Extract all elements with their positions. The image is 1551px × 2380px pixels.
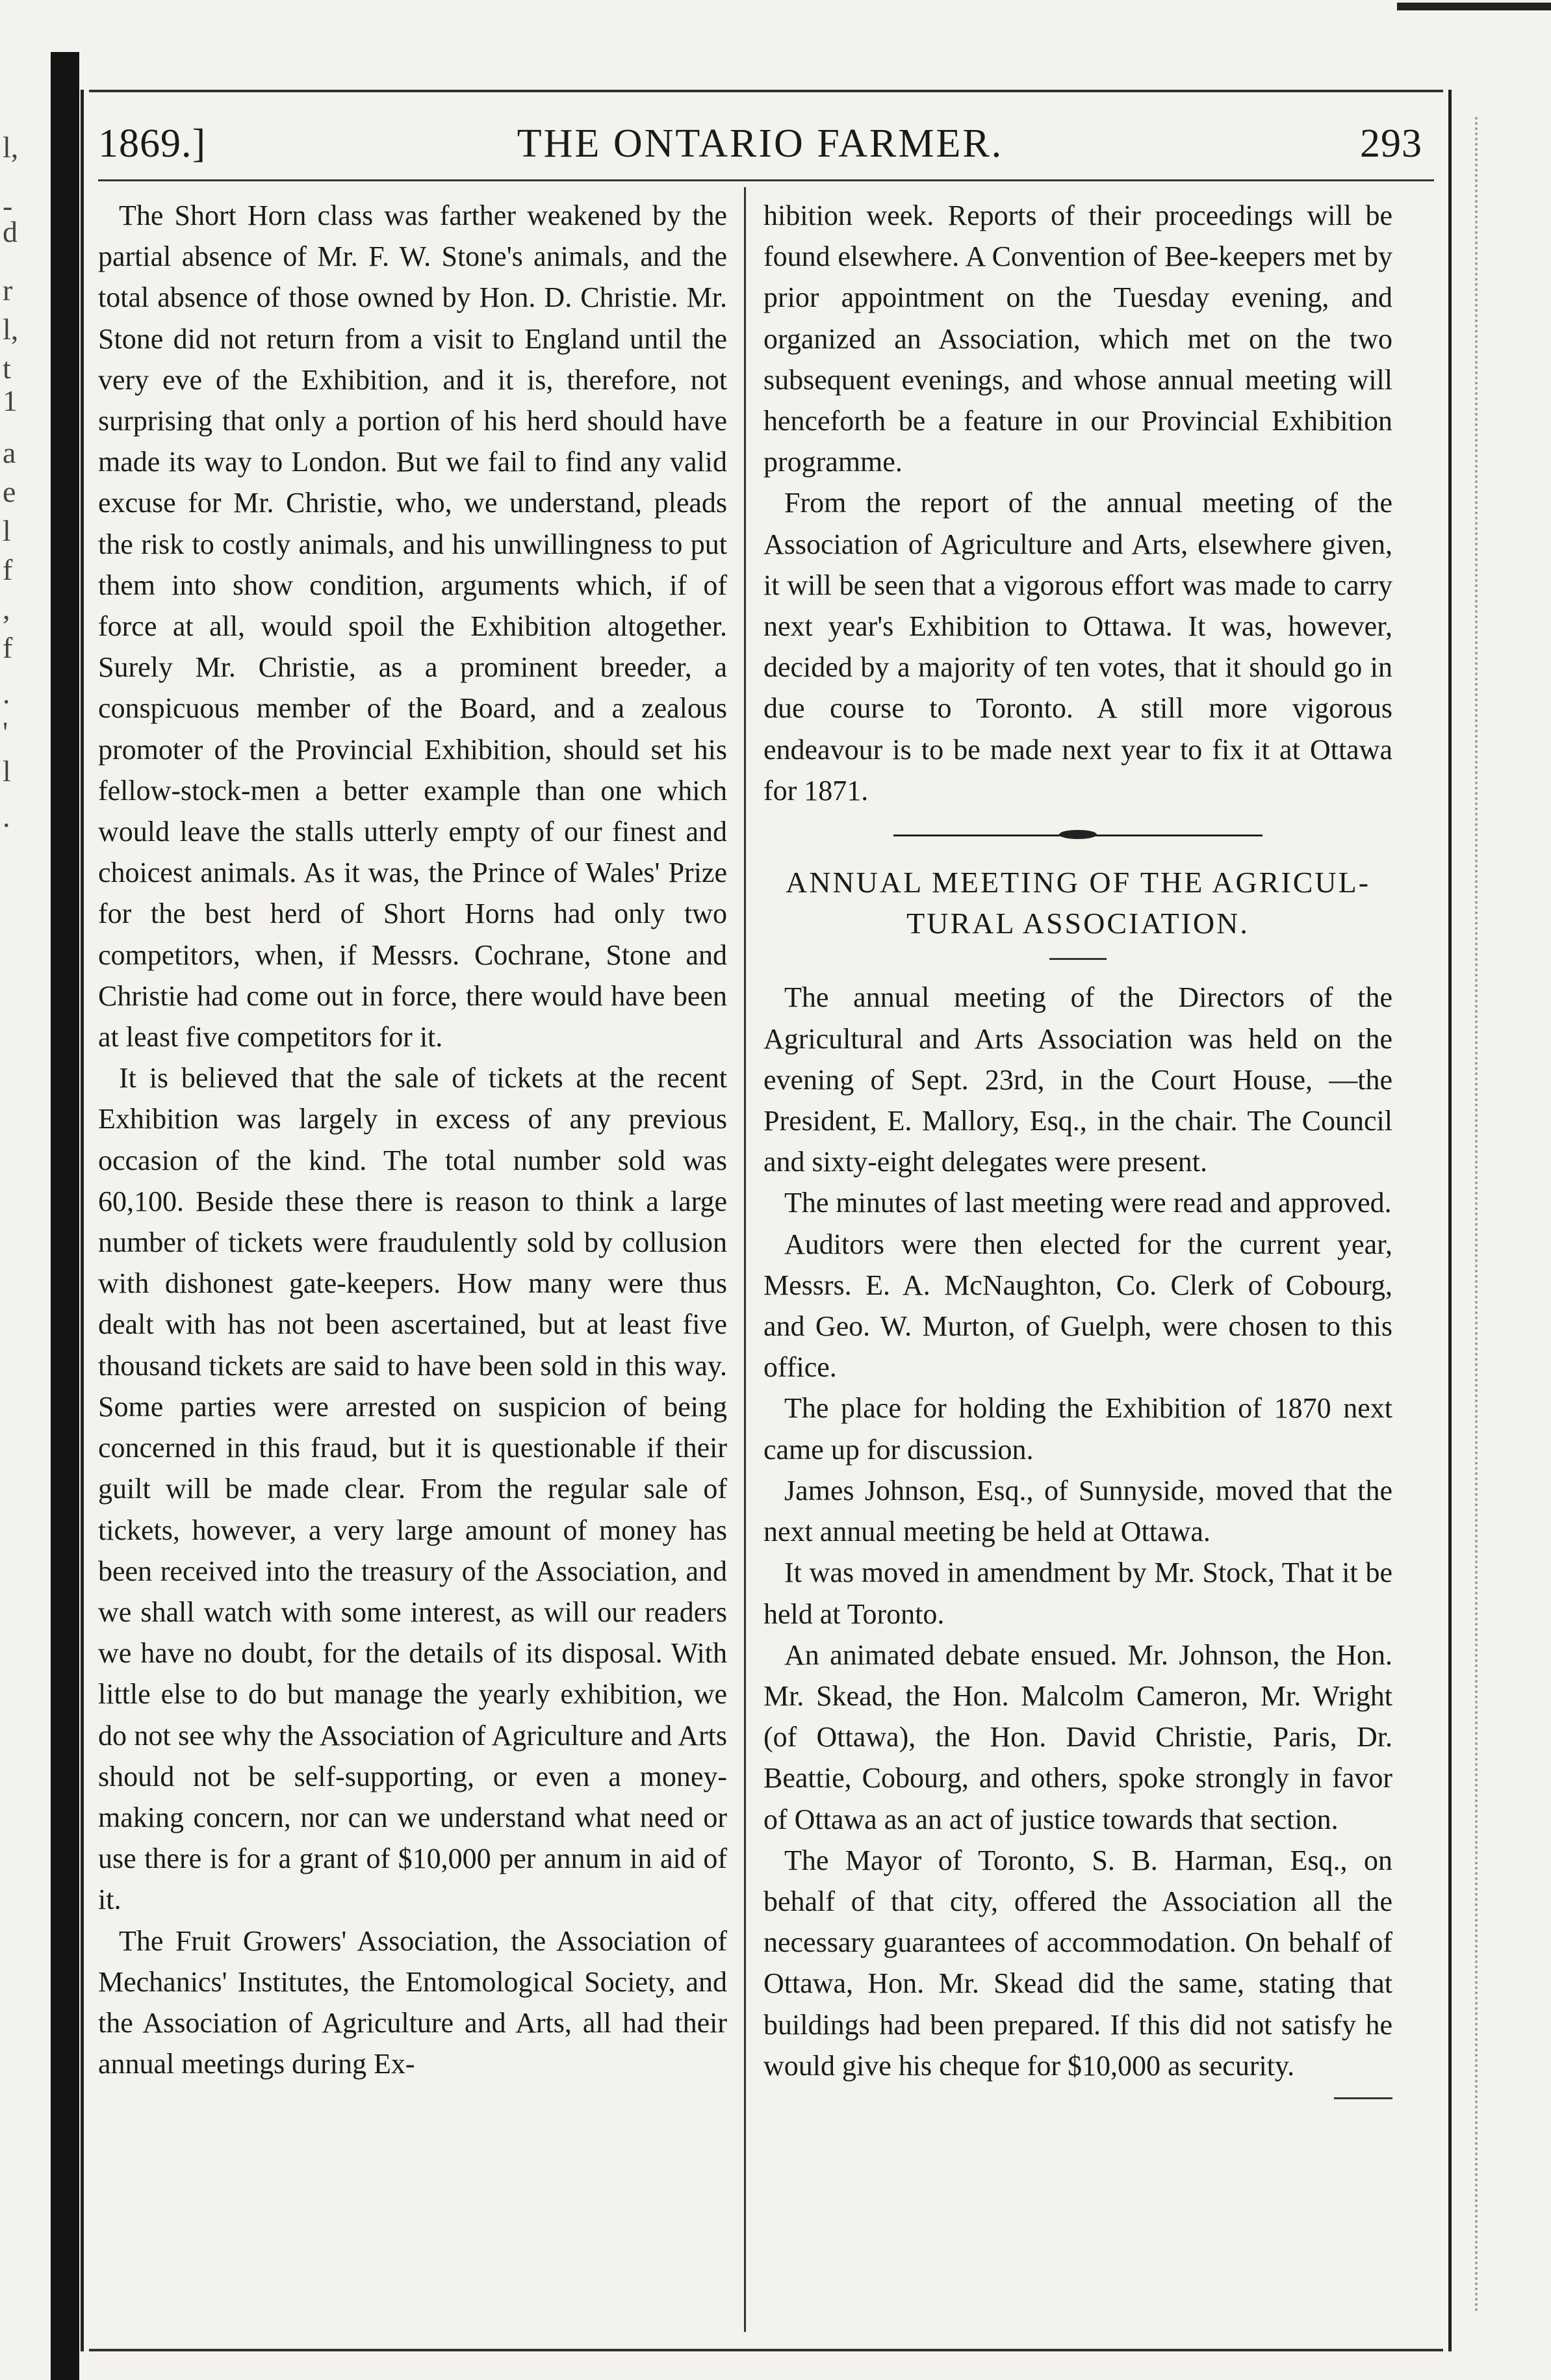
top-edge-rule: [1397, 3, 1551, 10]
running-header: [98, 121, 1422, 179]
paragraph: The Fruit Growers' Association, the Association of Mechanics' Institutes, the Entomological Society, and the Association of Agriculture and Arts, all had their annual meetings during Ex-: [98, 1924, 727, 2080]
paragraph: An animated debate ensued. Mr. Johnson, the Hon. Mr. Skead, the Hon. Malcolm Cameron, Mr. Wright (of Ottawa), the Hon. David Christie, Paris, Dr. Beattie, Cobourg, and others, spoke strongly in favor of Ottawa as an act of justice towards that section.: [763, 1638, 1392, 1835]
page-number: 293: [1360, 122, 1422, 166]
margin-char: 1: [3, 384, 18, 417]
paragraph: The Mayor of Toronto, S. B. Harman, Esq., on behalf of that city, offered the Association all the necessary guarantees of accommodation. On behalf of Ottawa, Hon. Mr. Skead did the same, stating that buildings had been prepared. If this did not satisfy he would give his cheque for $10,000 as security.: [763, 1844, 1392, 2082]
section-ornament-divider: [763, 818, 1392, 853]
margin-char: .: [3, 800, 10, 833]
right-edge-speckle: [1475, 117, 1485, 2314]
paragraph: The place for holding the Exhibition of 1870 next came up for discussion.: [763, 1392, 1392, 1466]
paragraph: From the report of the annual meeting of the Association of Agriculture and Arts, elsewhere given, it will be seen that a vigorous effort was made to carry next year's Exhibition to Ottawa. It was, however, decided by a majority of ten votes, that it should go in due course to Toronto. A still more vigorous endeavour is to be made next year to fix it at Ottawa for 1871.: [763, 487, 1392, 807]
margin-char: l,: [3, 131, 19, 164]
publication-title: THE ONTARIO FARMER.: [517, 122, 1004, 166]
section-heading: [763, 862, 1392, 944]
left-margin-fragment: [0, 0, 45, 2380]
margin-char: l: [3, 514, 11, 547]
right-column: [763, 195, 1392, 2093]
paragraph: It was moved in amendment by Mr. Stock, That it be held at Toronto.: [763, 1557, 1392, 1630]
issue-year: 1869.]: [98, 122, 207, 166]
paragraph: James Johnson, Esq., of Sunnyside, moved that the next annual meeting be held at Ottawa.: [763, 1474, 1392, 1548]
margin-char: -: [3, 189, 13, 222]
margin-char: f: [3, 553, 13, 586]
paragraph: It is believed that the sale of tickets at the recent Exhibition was largely in excess of any previous occasion of the kind. The total number sold was 60,100. Beside these there is reason to think a large number of tickets were fraudulently sold by collusion with dishonest gate-keepers. How many were thus dealt with has not been ascertained, but at least five thousand tickets are said to have been sold in this way. Some parties were arrested on suspicion of being concerned in this fraud, but it is questionable if their guilt will be made clear. From the regular sale of tickets, however, a very large amount of money has been received into the treasury of the Association, and we shall watch with some interest, as will our readers we have no doubt, for the details of its disposal. With little else to do but manage the yearly exhibition, we do not see why the Association of Agriculture and Arts should not be self-supporting, or even a money-making concern, nor can we understand what need or use there is for a grant of $10,000 per annum in aid of it.: [98, 1062, 727, 1916]
heading-line: ANNUAL MEETING OF THE AGRICUL-: [785, 866, 1371, 899]
page-frame-top: [89, 90, 1443, 92]
paragraph: The annual meeting of the Directors of the Agricultural and Arts Association was held on the evening of Sept. 23rd, in the Court House, —the President, E. Mallory, Esq., in the chair. The Council and sixty-eight delegates were present.: [763, 981, 1392, 1178]
newspaper-page: [81, 90, 1452, 2351]
margin-char: d: [3, 215, 18, 248]
margin-char: .: [3, 677, 10, 710]
binding-shadow: [51, 52, 79, 2380]
margin-char: l,: [3, 313, 19, 346]
margin-char: ': [3, 716, 8, 749]
paragraph-continuation: hibition week. Reports of their proceedings will be found elsewhere. A Convention of Bee-keepers met by prior appointment on the Tuesday evening, and organized an Association, which met on the two subsequent evenings, and whose annual meeting will henceforth be a feature in our Provincial Exhibition programme.: [763, 200, 1392, 478]
column-divider: [744, 187, 746, 2332]
margin-char: t: [3, 352, 11, 385]
header-rule: [98, 179, 1434, 181]
margin-char: r: [3, 274, 13, 307]
paragraph: Auditors were then elected for the current year, Messrs. E. A. McNaughton, Co. Clerk of Cobourg, and Geo. W. Murton, of Guelph, were chosen to this office.: [763, 1228, 1392, 1384]
heading-line: TURAL ASSOCIATION.: [906, 907, 1250, 940]
margin-char: ,: [3, 592, 10, 625]
paragraph: The Short Horn class was farther weakened by the partial absence of Mr. F. W. Stone's animals, and the total absence of those owned by Hon. D. Christie. Mr. Stone did not return from a visit to England until the very eve of the Exhibition, and it is, therefore, not surprising that only a portion of his herd should have made its way to London. But we fail to find any valid excuse for Mr. Christie, who, we understand, pleads the risk to costly animals, and his unwillingness to put them into show condition, arguments which, if of force at all, would spoil the Exhibition altogether. Surely Mr. Christie, as a prominent breeder, a conspicuous member of the Board, and a zealous promoter of the Provincial Exhibition, should set his fellow-stock-men a better example than one which would leave the stalls utterly empty of our finest and choicest animals. As it was, the Prince of Wales' Prize for the best herd of Short Horns had only two competitors, when, if Messrs. Cochrane, Stone and Christie had come out in force, there would have been at least five competitors for it.: [98, 200, 727, 1054]
page-frame-bottom: [89, 2349, 1443, 2351]
continued-mark: [1334, 2084, 1392, 2099]
short-rule: [1049, 958, 1107, 960]
margin-char: a: [3, 436, 16, 469]
margin-char: f: [3, 631, 13, 664]
left-column: [98, 195, 727, 2084]
margin-char: e: [3, 475, 16, 508]
margin-char: l: [3, 755, 11, 788]
paragraph: The minutes of last meeting were read and approved.: [784, 1187, 1392, 1219]
